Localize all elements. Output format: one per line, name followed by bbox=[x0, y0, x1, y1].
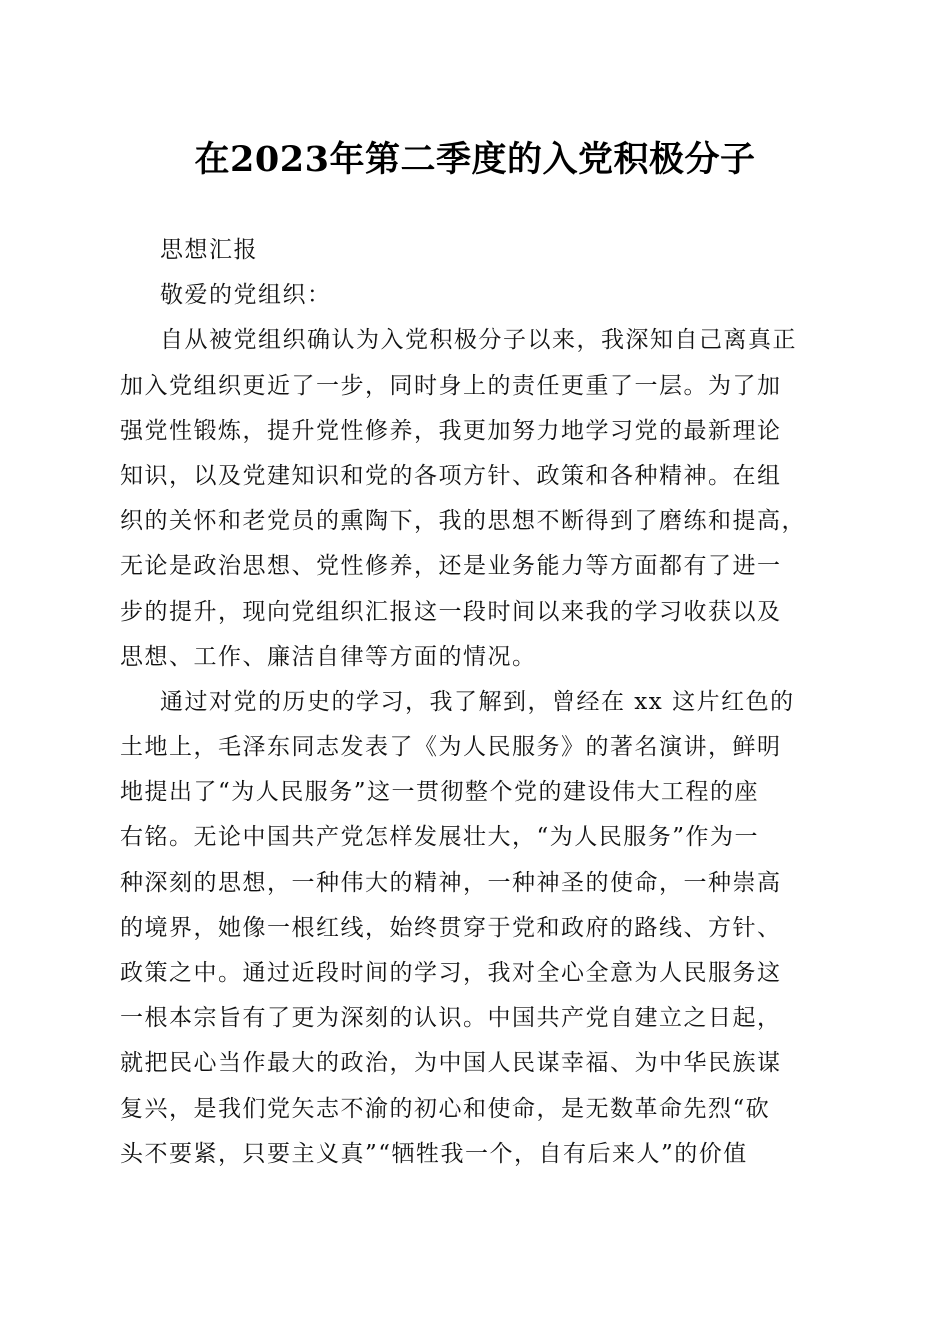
paragraph-1-line: 加入党组织更近了一步，同时身上的责任更重了一层。为了加 bbox=[120, 372, 782, 399]
paragraph-1-line: 强党性锻炼，提升党性修养，我更加努力地学习党的最新理论 bbox=[120, 417, 782, 444]
document-title: 在2023年第二季度的入党积极分子 bbox=[194, 139, 756, 180]
subtitle-line: 思想汇报 bbox=[160, 237, 258, 263]
paragraph-2-line: 一根本宗旨有了更为深刻的认识。中国共产党自建立之日起， bbox=[120, 1005, 782, 1032]
salutation-line: 敬爱的党组织： bbox=[160, 282, 332, 309]
paragraph-2-line: 复兴，是我们党矢志不渝的初心和使命，是无数革命先烈“砍 bbox=[120, 1095, 771, 1122]
paragraph-2-line: 头不要紧，只要主义真”“牺牲我一个，自有后来人”的价值 bbox=[120, 1140, 748, 1167]
paragraph-2-line: 种深刻的思想，一种伟大的精神，一种神圣的使命，一种崇高 bbox=[120, 869, 782, 896]
paragraph-2-line: 的境界，她像一根红线，始终贯穿于党和政府的路线、方针、 bbox=[120, 914, 782, 941]
paragraph-1-line: 织的关怀和老党员的熏陶下，我的思想不断得到了磨练和提高， bbox=[120, 508, 806, 535]
document-body bbox=[120, 228, 822, 1177]
paragraph-2-line: 右铭。无论中国共产党怎样发展壮大，“为人民服务”作为一 bbox=[120, 824, 760, 851]
paragraph-1-line: 自从被党组织确认为入党积极分子以来，我深知自己离真正 bbox=[160, 327, 797, 354]
paragraph-2-line: 就把民心当作最大的政治，为中国人民谋幸福、为中华民族谋 bbox=[120, 1050, 782, 1077]
paragraph-1-line: 无论是政治思想、党性修养，还是业务能力等方面都有了进一 bbox=[120, 553, 782, 580]
paragraph-1-line: 知识，以及党建知识和党的各项方针、政策和各种精神。在组 bbox=[120, 462, 782, 489]
paragraph-1-line: 步的提升，现向党组织汇报这一段时间以来我的学习收获以及 bbox=[120, 598, 782, 625]
paragraph-1-line: 思想、工作、廉洁自律等方面的情况。 bbox=[120, 643, 537, 670]
paragraph-2-line: 政策之中。通过近段时间的学习，我对全心全意为人民服务这 bbox=[120, 960, 782, 986]
paragraph-2-line: 土地上，毛泽东同志发表了《为人民服务》的著名演讲，鲜明 bbox=[120, 734, 782, 761]
paragraph-2-line: 地提出了“为人民服务”这一贯彻整个党的建设伟大工程的座 bbox=[120, 779, 760, 806]
paragraph-2-line: 通过对党的历史的学习，我了解到，曾经在 xx 这片红色的 bbox=[160, 688, 795, 715]
